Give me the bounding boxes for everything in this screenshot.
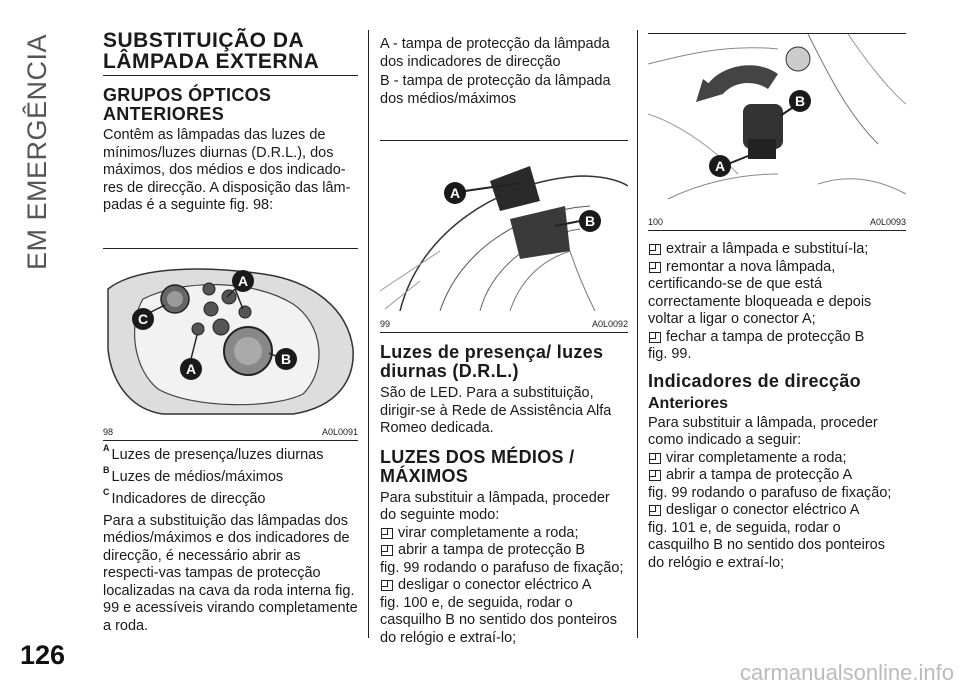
text-line: fig. 100 e, de seguida, rodar o — [380, 594, 573, 611]
column-divider — [368, 30, 369, 638]
checkbox-icon — [649, 470, 661, 481]
watermark: carmanualsonline.info — [739, 660, 954, 685]
column-divider — [637, 30, 638, 638]
text-line: fig. 101 e, de seguida, rodar o — [648, 519, 841, 536]
callout-b: B — [280, 350, 292, 367]
figure-code: A0L0091 — [321, 426, 358, 437]
figure-99 — [380, 141, 628, 329]
checkbox-icon — [649, 332, 661, 343]
legend — [103, 442, 358, 507]
legend-line-a: A - tampa de protecção da lâmpada dos indicadores de direcção — [380, 36, 610, 70]
callout-b: B — [794, 93, 806, 109]
callout-c: C — [137, 310, 149, 327]
bullet-item: abrir a tampa de protecção B — [380, 542, 628, 560]
paragraph-presenca: São de LED. Para a substituição, dirigir-se à Rede de Assistência Alfa Romeo dedicada. — [380, 385, 612, 436]
checkbox-icon — [649, 244, 661, 255]
bullet-item: fechar a tampa de protecção B — [648, 329, 906, 347]
column-1 — [103, 30, 358, 635]
text-line: fig. 99 rodando o parafuso de fixação; — [380, 559, 624, 576]
figure-rule — [380, 332, 628, 333]
title-rule — [103, 75, 358, 76]
text-line: casquilho B no sentido dos ponteiros — [380, 612, 617, 628]
bullet-item: extrair a lâmpada e substituí-la; — [648, 241, 906, 259]
checkbox-icon — [649, 505, 661, 516]
checkbox-icon — [649, 453, 661, 464]
text-line: do relógio e extraí-lo; — [380, 629, 517, 646]
text-line: fig. 99. — [648, 346, 692, 362]
bulb-socket-illustration — [648, 34, 906, 209]
legend-item: C Indicadores de direcção — [103, 486, 266, 507]
figure-code: A0L0092 — [591, 319, 628, 329]
section-title: SUBSTITUIÇÃO DA LÂMPADA EXTERNA — [103, 29, 320, 73]
paragraph-indicadores: Para substituir a lâmpada, proceder como indicado a seguir: — [648, 414, 878, 448]
figure-100 — [648, 34, 906, 227]
text-line: voltar a ligar o conector A; — [648, 311, 816, 327]
figure-caption — [380, 316, 628, 329]
side-title-text: EM EMERGÊNCIA — [22, 33, 52, 270]
wheel-arch-illustration — [380, 141, 628, 311]
heading-indicadores: Indicadores de direcção — [648, 370, 861, 391]
callout-a: A — [714, 158, 726, 174]
column-3 — [648, 30, 906, 572]
checkbox-icon — [381, 580, 393, 591]
callout-a: A — [237, 272, 249, 289]
bullet-item: virar completamente a roda; — [380, 525, 628, 543]
section-side-title — [22, 30, 62, 270]
figure-number: 100 — [648, 217, 664, 227]
text-line: certificando-se de que está — [648, 276, 823, 292]
callout-b: B — [584, 213, 596, 229]
bullet-item: desligar o conector eléctrico A — [380, 577, 628, 595]
text-line: casquilho B no sentido dos ponteiros — [648, 537, 885, 553]
callout-a-2: A — [185, 360, 197, 377]
instructions-paragraph: Para a substituição das lâmpadas dos médios/máximos e dos indicadores de direcção, é necessário abrir as respecti-vas tampas de protecção localizadas na cava da roda interna fig. 99 e acessíveis virando completamente a roda. — [103, 512, 358, 634]
bullet-item: abrir a tampa de protecção A — [648, 467, 906, 485]
checkbox-icon — [381, 528, 393, 539]
bullet-item: desligar o conector eléctrico A — [648, 502, 906, 520]
intro-paragraph: Contêm as lâmpadas das luzes de mínimos/luzes diurnas (D.R.L.), dos máximos, dos médios e dos indicado-res de direcção. A disposição das lâm-padas é a seguinte fig. 98: — [103, 127, 351, 213]
heading-luzes-medios: LUZES DOS MÉDIOS / MÁXIMOS — [380, 446, 575, 486]
text-line: do relógio e extraí-lo; — [648, 554, 785, 571]
heading-luzes-presenca: Luzes de presença/ luzes diurnas (D.R.L.) — [380, 342, 604, 381]
heading-anteriores: Anteriores — [648, 394, 729, 412]
bullet-item: remontar a nova lâmpada, — [648, 259, 906, 277]
column-2 — [380, 36, 628, 647]
figure-code: A0L0093 — [869, 217, 906, 227]
figure-number: 98 — [103, 426, 114, 437]
figure-caption — [103, 424, 358, 437]
text-line: correctamente bloqueada e depois — [648, 293, 872, 310]
subsection-title: GRUPOS ÓPTICOS ANTERIORES — [103, 85, 272, 124]
legend-item: A Luzes de presença/luzes diurnas — [103, 442, 324, 463]
figure-caption — [648, 214, 906, 227]
text-line: fig. 99 rodando o parafuso de fixação; — [648, 484, 892, 501]
figure-rule — [103, 440, 358, 441]
bullet-item: virar completamente a roda; — [648, 450, 906, 468]
figure-98 — [103, 249, 358, 437]
page-number: 126 — [20, 640, 66, 670]
paragraph-medios: Para substituir a lâmpada, proceder do seguinte modo: — [380, 489, 610, 523]
headlight-illustration — [103, 249, 358, 419]
legend-line-b: B - tampa de protecção da lâmpada dos médios/máximos — [380, 73, 611, 107]
figure-rule — [648, 230, 906, 231]
legend-item: B Luzes de médios/máximos — [103, 464, 284, 485]
figure-number: 99 — [380, 319, 391, 329]
callout-a: A — [449, 185, 461, 201]
checkbox-icon — [381, 545, 393, 556]
checkbox-icon — [649, 262, 661, 273]
